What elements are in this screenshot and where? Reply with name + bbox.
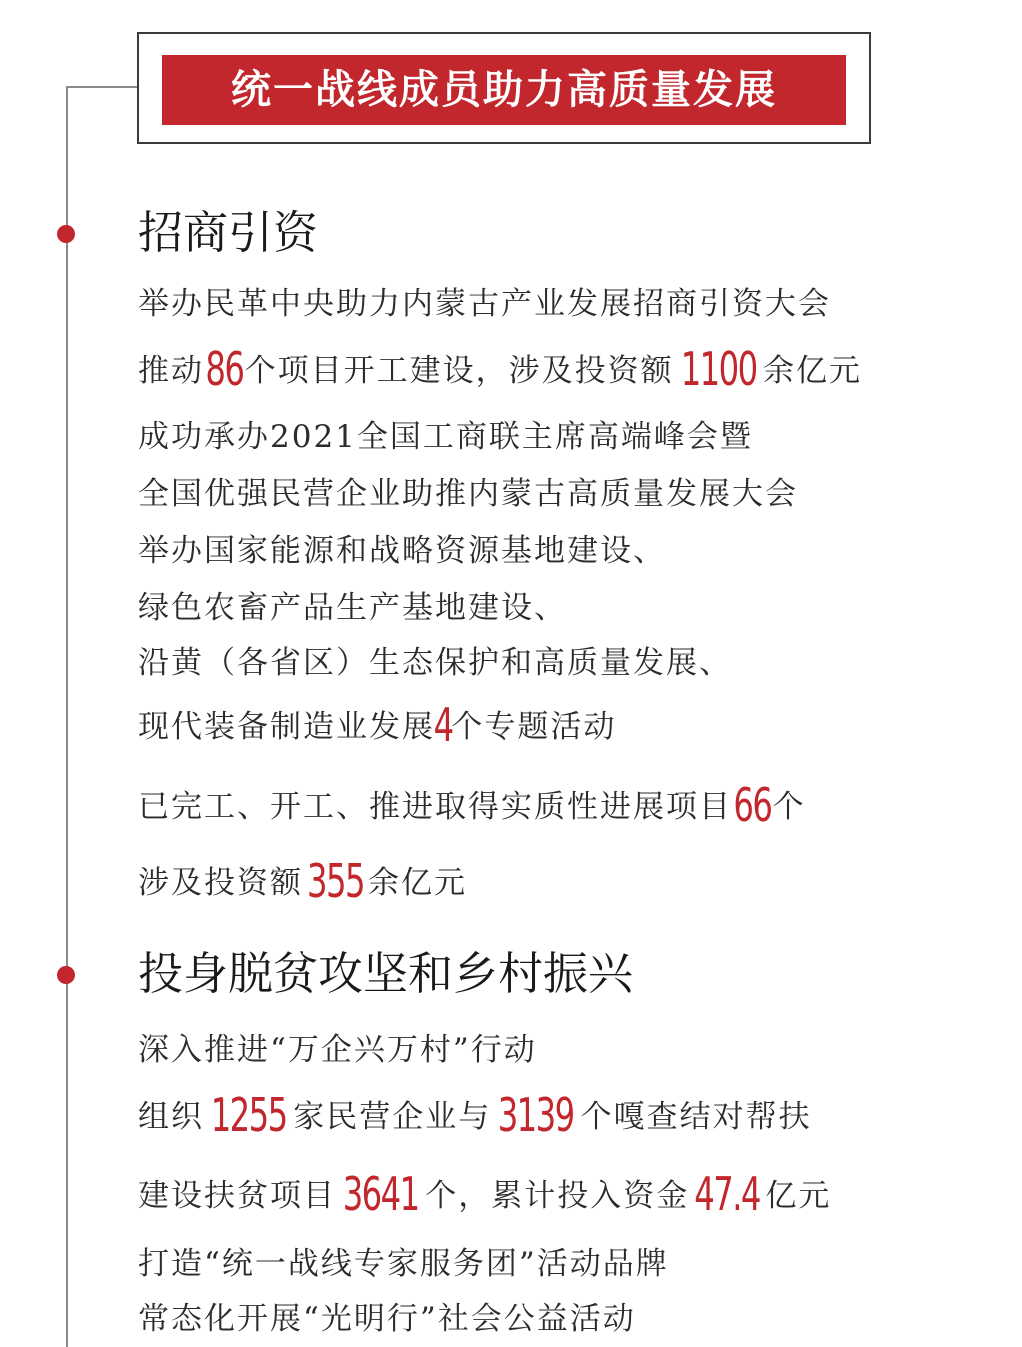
timeline-line [66,86,68,1347]
text-line: 组织 1255 家民营企业与 3139 个嘎查结对帮扶 [138,1088,812,1142]
text-line: 全国优强民营企业助推内蒙古高质量发展大会 [138,476,798,512]
timeline-connector [66,86,138,88]
text-line: 举办民革中央助力内蒙古产业发展招商引资大会 [138,286,831,322]
highlight-number: 355 [307,854,364,908]
section-heading: 投身脱贫攻坚和乡村振兴 [138,947,634,1000]
text-line: 现代装备制造业发展4个专题活动 [138,698,617,752]
highlight-number: 3641 [342,1167,419,1221]
text-line: 打造“统一战线专家服务团”活动品牌 [138,1246,669,1282]
timeline-dot [57,225,75,243]
text-line: 推动86个项目开工建设，涉及投资额 1100 余亿元 [138,342,862,396]
highlight-number: 3139 [497,1088,574,1142]
text-line: 已完工、开工、推进取得实质性进展项目66个 [138,778,806,832]
page-title: 统一战线成员助力高质量发展 [162,55,846,125]
text-line: 绿色农畜产品生产基地建设、 [138,590,567,626]
highlight-number: 4 [433,698,453,752]
text-line: 沿黄（各省区）生态保护和高质量发展、 [138,645,732,681]
highlight-number: 86 [205,342,244,396]
section-heading: 招商引资 [138,206,319,259]
text-line: 建设扶贫项目 3641 个，累计投入资金 47.4 亿元 [138,1167,832,1221]
text-line: 涉及投资额355 余亿元 [138,854,467,908]
highlight-number: 66 [733,778,772,832]
text-line: 举办国家能源和战略资源基地建设、 [138,533,666,569]
highlight-number: 1100 [680,342,757,396]
highlight-number: 1255 [210,1088,287,1142]
text-line: 深入推进“万企兴万村”行动 [138,1032,537,1068]
text-line: 常态化开展“光明行”社会公益活动 [138,1301,636,1337]
timeline-dot [57,966,75,984]
highlight-number: 47.4 [694,1167,761,1221]
text-line: 成功承办2021全国工商联主席高端峰会暨 [138,419,753,455]
